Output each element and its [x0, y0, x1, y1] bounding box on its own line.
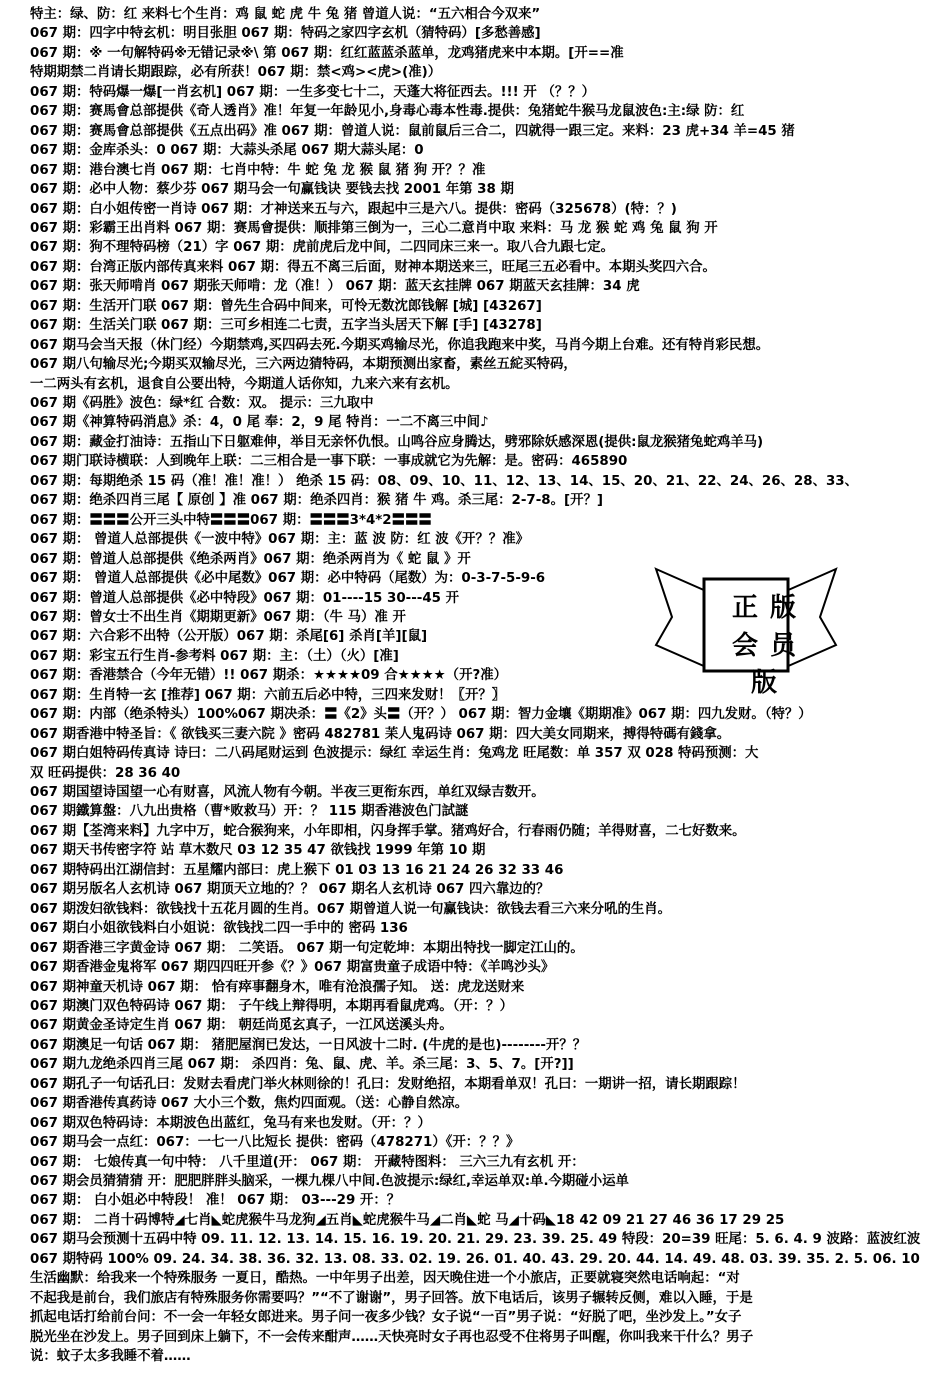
text-line: 067 期：生活关门联 067 期：三可乡相连二七责，五字当头居天下解 [手] [43278]: [30, 318, 542, 334]
text-line: 067 期香港中特圣旨：《 欲钱买三妻六院 》密码 482781 苿人鬼码诗 067 期：四大美女同期来，搏得特碼有錢拿。: [30, 726, 731, 742]
text-line: 特主：绿、防：红 来料七个生肖：鸡 鼠 蛇 虎 牛 兔 猪 曾道人说：“五六相合今双来”: [30, 7, 541, 22]
text-line: 067 期国望诗国望一心有财喜，风流人物有今朝。半夜三更衔东西，单红双绿吉数开。: [30, 785, 545, 800]
text-line: 067 期马会预测十五码中特 09. 11. 12. 13. 14. 15. 16. 19. 20. 21. 29. 23. 39. 25. 49 特段：20=39 旺尾：5. 6. 4. 9 波路：蓝波红波: [30, 1232, 921, 1248]
text-line: 067 期泼妇欲钱料：欲钱找十五花月圆的生肖。067 期曾道人说一句赢钱诀：欲钱去看三六来分吼的生肖。: [30, 901, 672, 917]
text-line: 067 期九龙绝杀四肖三尾 067 期： 杀四肖：兔、鼠、虎、羊。杀三尾：3、5、7。[开?]]: [30, 1057, 574, 1073]
text-line: 双 旺码提供：28 36 40: [30, 765, 181, 781]
text-line: 067 期香港三字黄金诗 067 期： 二笑语。 067 期一句定乾坤：本期出特找一脚定江山的。: [30, 940, 584, 956]
text-line: 067 期：金库杀头：0 067 期：大蒜头杀尾 067 期大蒜头尾：0: [30, 143, 424, 159]
text-line: 067 期另版名人玄机诗 067 期顶天立地的？？ 067 期名人玄机诗 067 四六靠边的？: [30, 882, 550, 898]
text-line: 067 期【荃湾来料】九字中万，蛇合猴狗来，小年即相，闪身挥手掌。猪鸡好合，行春雨仍随；羊得财喜，二七好数来。: [30, 823, 746, 839]
text-line: 说：蚊子太多我睡不着……: [30, 1349, 191, 1365]
text-line: 生活幽默：给我来一个特殊服务 一夏日，酷热。一中年男子出差，因天晚住进一个小旅店，正要就寝突然电话响起：“对: [30, 1271, 740, 1287]
text-line: 067 期会员猜猜猜 开：肥肥胖胖头脑采，一棵九棵八中间.色波提示:绿红,幸运单双:单.今期碰小运单: [30, 1174, 629, 1189]
badge-line-2: 会员版: [731, 631, 808, 698]
text-line: 067 期：台湾正版内部传真来料 067 期：得五不离三后面，财神本期送来三，旺尾三五必看中。本期头奖四六合。: [30, 259, 716, 275]
text-line: 067 期：彩宝五行生肖-参考料 067 期：主：（土）（火）[准]: [30, 648, 399, 664]
text-line: 067 期：绝杀四肖三尾【 原创 】准 067 期：绝杀四肖：猴 猪 牛 鸡。杀三尾：2-7-8。[开？]: [30, 493, 604, 509]
text-line: 067 期：狗不理特码榜（21）字 067 期：虎前虎后龙中间，二四同床三来一。取八合九跟七定。: [30, 240, 614, 256]
text-line: 067 期黄金圣诗定生肖 067 期： 朝廷尚觅玄真子，一江风送溪头舟。: [30, 1018, 453, 1034]
text-line: 067 期门联诗横联：人到晚年上联：二三相合是一事下联：一事成就它为先解：是。密码：465890: [30, 454, 628, 470]
text-line: 067 期：赛馬會总部提供《奇人透肖》准！年复一年龄见小,身毒心毒本性毒.提供：兔猪蛇牛猴马龙鼠波色:主:绿 防：红: [30, 104, 745, 120]
text-line: 067 期：特码爆一爆[一肖玄机] 067 期：一生多变七十二，天蓬大将征西去。!!! 开 （？？）: [30, 84, 596, 100]
text-line: 067 期双色特码诗：本期波色出蓝红，兔马有来也发财。（开：？）: [30, 1115, 431, 1131]
text-line: 067 期特码 100% 09. 24. 34. 38. 36. 32. 13. 08. 33. 02. 19. 26. 01. 40. 43. 29. 20. 44. 14. 49. 48. 03. 39. 35. 2. 5. 06. 10: [30, 1251, 920, 1267]
text-line: 067 期：四字中特玄机：明目张胆 067 期：特码之家四字玄机（猜特码）[多愁善感]: [30, 26, 541, 42]
text-line: 067 期香港金鬼将军 067 期四四旺开参《？》067 期富贵童子成语中特：《羊鸣沙头》: [30, 960, 555, 976]
badge-line-1: 正版: [731, 593, 808, 623]
text-line: 067 期：赛馬會总部提供《五点出码》准 067 期：曾道人说：鼠前鼠后三合二，四就得一跟三定。来料：23 虎+34 羊=45 猪: [30, 123, 795, 139]
text-line: 抓起电话打给前台问：不一会一年轻女郎进来。男子问一夜多少钱？女子说“一百”男子说：“好脱了吧，坐沙发上。”女子: [30, 1310, 742, 1326]
text-line: 067 期澳足一句话 067 期： 猪肥屋润已发达，一日风波十二时. (牛虎的是也)--------开？？: [30, 1037, 587, 1053]
text-line: 067 期澳门双色特码诗 067 期： 子午线上辩得明，本期再看鼠虎鸡。（开：？）: [30, 998, 513, 1014]
text-line: 067 期：内部（绝杀特头）100%067 期决杀：〓《2》头〓（开？） 067 期：智力金壤《期期准》067 期：四九发财。（特？）: [30, 707, 812, 723]
text-line: 067 期：生肖特一玄 [推荐] 067 期：六前五后必中特，三四来发财！〖开？〗: [30, 687, 506, 703]
text-line: 067 期： 二肖十码博特◢七肖◣蛇虎猴牛马龙狗◢五肖◣蛇虎猴牛马◢二肖◣蛇 马◢十码◣18 42 09 21 27 46 36 17 29 25: [30, 1212, 785, 1228]
text-line: 067 期：※ 一句解特码※无错记录※\ 第 067 期：红红蓝蓝杀蓝单，龙鸡猪虎来中本期。[开==准: [30, 45, 624, 61]
text-line: 067 期：六合彩不出特（公开版）067 期：杀尾[6] 杀肖[羊][鼠]: [30, 629, 428, 645]
text-line: 一二两头有玄机，退食自公要出特，今期道人话你知，九来六来有玄机。: [30, 376, 459, 392]
text-line: 067 期鐵算盤：八九出贵格（曹*败救马）开：？ 115 期香港波色门試謎: [30, 804, 469, 820]
text-line: 067 期八句输尽光;今期买双输尽光，三六两边猜特码，本期预测出家畜，素丝五紽买特码，: [30, 357, 577, 373]
text-line: 067 期：香港禁合（今年无错）!! 067 期杀：★★★★09 合★★★★（开?准）: [30, 668, 508, 684]
text-line: 067 期：港台澳七肖 067 期：七肖中特：牛 蛇 兔 龙 猴 鼠 猪 狗 开？？准: [30, 162, 486, 178]
text-line: 特期期禁二肖请长期跟踪，必有所获！067 期：禁<鸡><虎>(准)）: [30, 65, 442, 81]
text-line: 067 期白姐特码传真诗 诗曰：二八码尾财运到 色波提示：绿红 幸运生肖：兔鸡龙 旺尾数：单 357 双 028 特码预测：大: [30, 746, 759, 762]
text-line: 067 期：〓〓〓公开三头中特〓〓〓067 期：〓〓〓3*4*2〓〓〓: [30, 512, 432, 528]
text-line: 067 期白小姐欲钱料白小姐说：欲钱找二四一手中的 密码 136: [30, 921, 408, 937]
text-line: 067 期： 白小姐必中特段！ 准！ 067 期： 03---29 开：？: [30, 1193, 401, 1209]
text-line: 067 期：藏金打油诗：五指山下日躯难伸，举目无亲怀仇恨。山鸣谷应身腾达，劈邪除妖感深恩(提供:鼠龙猴猪兔蛇鸡羊马): [30, 434, 764, 450]
text-line: 067 期孔子一句话孔曰：发财去看虎门举火林则徐的！孔曰：发财绝招，本期看单双！孔曰：一期讲一招，请长期跟踪！: [30, 1076, 746, 1092]
text-line: 067 期《神算特码消息》杀：4，0 尾 奉：2，9 尾 特肖：一二不离三中间♪: [30, 415, 489, 431]
text-line: 067 期：必中人物：蔡少芬 067 期马会一句赢钱诀 要钱去找 2001 年第 38 期: [30, 182, 514, 198]
text-line: 067 期神童天机诗 067 期： 恰有瘁事翻身木，唯有沧浪孺子知。 送：虎龙送财来: [30, 979, 525, 995]
text-line: 脱光坐在沙发上。男子回到床上躺下，不一会传来酣声……天快亮时女子再也忍受不住将男子叫醒，你叫我来干什么？男子: [30, 1329, 754, 1345]
text-line: 067 期：张天师啃肖 067 期张天师啃：龙（准！） 067 期：蓝天玄挂牌 067 期蓝天玄挂牌：34 虎: [30, 279, 640, 295]
text-line: 067 期：曾道人总部提供《必中特段》067 期：01----15 30---45 开: [30, 590, 460, 606]
text-line: 067 期：白小姐传密一肖诗 067 期：才神送来五与六，跟起中三是六八。提供：密码（325678）(特：？): [30, 201, 677, 217]
text-line: 067 期：生活开门联 067 期：曾先生合码中间来，可怜无数沈郎钱解 [城] [43267]: [30, 298, 542, 314]
text-line: 067 期： 曾道人总部提供《必中尾数》067 期：必中特码（尾数）为：0-3-7-5-9-6: [30, 571, 546, 587]
member-edition-badge: [650, 565, 842, 698]
text-line: 067 期马会一点红：067：一七一八比短长 提供：密码（478271）《开：？？》: [30, 1135, 520, 1151]
text-line: 067 期天书传密字符 站 草木数尺 03 12 35 47 欲钱找 1999 年第 10 期: [30, 843, 486, 859]
text-line: 067 期特码出江湖信封：五星耀内部曰：虎上猴下 01 03 13 16 21 24 26 32 33 46: [30, 862, 564, 878]
text-line: 067 期： 七娘传真一句中特： 八千里道(开： 067 期： 开藏特图料： 三六三九有玄机 开：: [30, 1154, 585, 1170]
text-line: 不起我是前台，我们旅店有特殊服务你需要吗？”“不了谢谢”，男子回答。放下电话后，该男子辗转反侧，难以入睡，于是: [30, 1290, 753, 1306]
text-line: 067 期：曾女士不出生肖《期期更新》067 期：（牛 马）准 开: [30, 609, 406, 625]
text-line: 067 期马会当天报（休门经）今期禁鸡,买四码去死.今期买鸡输尽光，你追我跑来中奖，马肖今期上台难。还有特肖彩民想。: [30, 337, 770, 353]
text-line: 067 期： 曾道人总部提供《一波中特》067 期：主：蓝 波 防：红 波《开？？准》: [30, 532, 529, 548]
text-line: 067 期：每期绝杀 15 码（准！准！准！） 绝杀 15 码：08、09、10、11、12、13、14、15、20、21、22、24、26、28、33、: [30, 473, 858, 489]
text-line: 067 期香港传真药诗 067 大小三个数，焦灼四面观。（送：心静自然凉。: [30, 1096, 469, 1112]
text-line: 067 期：彩霸王出肖料 067 期：赛馬會提供：顺排第三倒为一，三心二意肖中取 来料：马 龙 猴 蛇 鸡 兔 鼠 狗 开: [30, 220, 718, 236]
text-line: 067 期：曾道人总部提供《绝杀两肖》067 期：绝杀两肖为《 蛇 鼠 》开: [30, 551, 471, 567]
text-line: 067 期《码胜》波色：绿*红 合数：双。 提示：三九取中: [30, 396, 374, 411]
